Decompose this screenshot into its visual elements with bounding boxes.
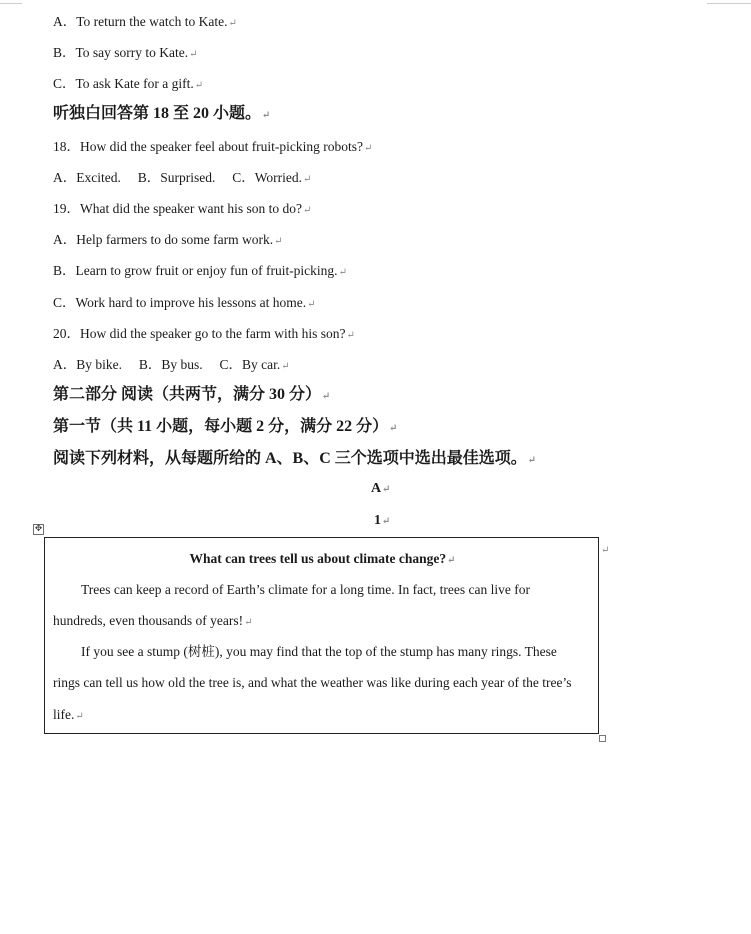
passage-para1-line1: Trees can keep a record of Earth’s climate for a long time. In fact, trees can live for — [81, 582, 530, 597]
q19-question: 19．What did the speaker want his son to do?↵ — [53, 201, 312, 216]
q18-question: 18．How did the speaker feel about fruit-picking robots?↵ — [53, 139, 373, 154]
paragraph-mark-icon: ↵ — [389, 423, 398, 434]
page-corner-mark-right — [707, 3, 751, 4]
passage-label: A↵ — [371, 481, 391, 496]
section1-heading: 第一节（共 11 小题，每小题 2 分，满分 22 分）↵ — [53, 418, 398, 435]
q17-option-b: B．To say sorry to Kate.↵ — [53, 45, 198, 60]
q20-question: 20．How did the speaker go to the farm with his son?↵ — [53, 326, 355, 341]
q17-option-a: A．To return the watch to Kate.↵ — [53, 14, 237, 29]
paragraph-mark-icon: ↵ — [228, 18, 237, 29]
passage-title: What can trees tell us about climate change?↵ — [189, 551, 456, 566]
paragraph-mark-icon: ↵ — [447, 555, 456, 566]
paragraph-mark-icon: ↵ — [307, 299, 316, 310]
paragraph-mark-icon: ↵ — [527, 455, 537, 466]
paragraph-mark-icon: ↵ — [382, 516, 391, 527]
passage-para2-line1: If you see a stump (树桩), you may find that the top of the stump has many rings. These — [81, 644, 557, 659]
table-move-handle-icon[interactable]: ✥ — [34, 524, 43, 534]
q19-option-c: C．Work hard to improve his lessons at home.↵ — [53, 295, 316, 310]
passage-para2-line3: life.↵ — [53, 707, 84, 722]
paragraph-mark-icon: ↵ — [244, 617, 253, 628]
paragraph-mark-icon: ↵ — [322, 391, 331, 402]
paragraph-mark-icon: ↵ — [274, 236, 283, 247]
passage-para1-line2: hundreds, even thousands of years!↵ — [53, 613, 253, 628]
paragraph-mark-icon: ↵ — [281, 361, 290, 372]
passage-number: 1↵ — [374, 513, 391, 528]
part2-heading: 第二部分 阅读（共两节，满分 30 分）↵ — [53, 386, 331, 403]
end-of-cell-mark-icon: ↵ — [601, 545, 610, 556]
paragraph-mark-icon: ↵ — [262, 110, 271, 121]
monologue-instruction: 听独白回答第 18 至 20 小题。↵ — [53, 105, 271, 122]
table-resize-handle[interactable] — [599, 735, 606, 742]
passage-box — [44, 537, 599, 734]
q17-option-c: C．To ask Kate for a gift.↵ — [53, 76, 204, 91]
paragraph-mark-icon: ↵ — [346, 330, 355, 341]
paragraph-mark-icon: ↵ — [75, 711, 84, 722]
page-corner-mark-left — [0, 3, 22, 4]
reading-instruction: 阅读下列材料，从每题所给的 A、B、C 三个选项中选出最佳选项。↵ — [53, 450, 537, 467]
paragraph-mark-icon: ↵ — [194, 80, 204, 91]
q19-option-b: B．Learn to grow fruit or enjoy fun of fruit-picking.↵ — [53, 263, 347, 278]
q18-options: A．Excited. B．Surprised. C．Worried.↵ — [53, 170, 312, 185]
paragraph-mark-icon: ↵ — [303, 174, 312, 185]
paragraph-mark-icon: ↵ — [382, 484, 391, 495]
q20-options: A．By bike. B．By bus. C．By car.↵ — [53, 357, 290, 372]
paragraph-mark-icon: ↵ — [364, 143, 373, 154]
paragraph-mark-icon: ↵ — [302, 205, 312, 216]
paragraph-mark-icon: ↵ — [189, 49, 198, 60]
passage-para2-line2: rings can tell us how old the tree is, and what the weather was like during each year of the tree’s — [53, 675, 572, 690]
q19-option-a: A．Help farmers to do some farm work.↵ — [53, 232, 283, 247]
paragraph-mark-icon: ↵ — [338, 267, 347, 278]
